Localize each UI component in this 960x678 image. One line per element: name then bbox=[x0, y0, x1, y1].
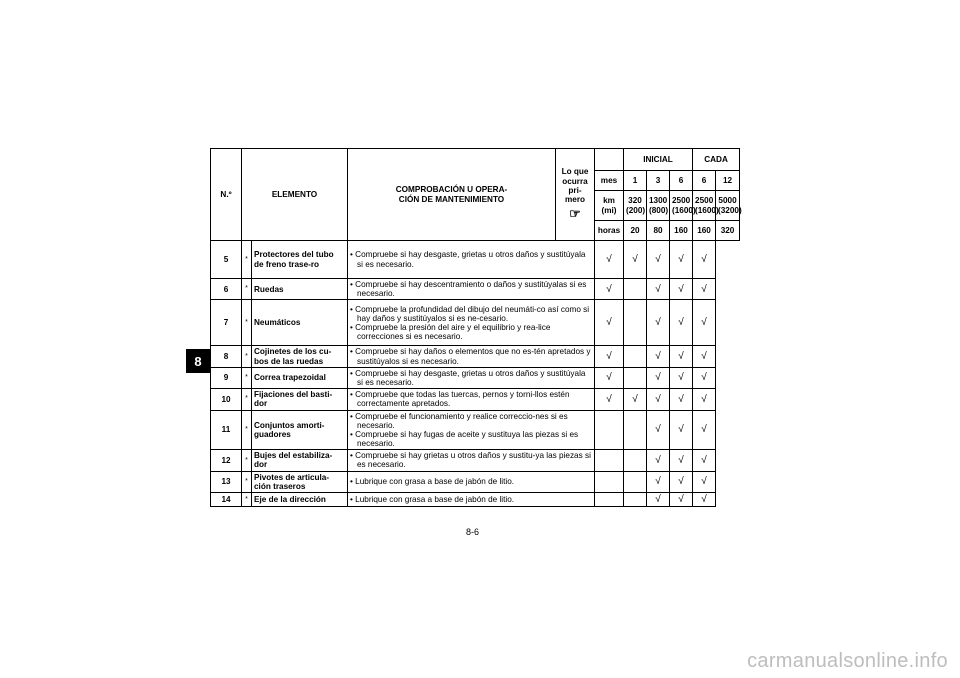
row-asterisk: * bbox=[242, 389, 252, 410]
check-mark: √ bbox=[693, 241, 716, 279]
header-check-line1: COMPROBACIÓN U OPERA- bbox=[395, 185, 508, 195]
description-item bbox=[350, 495, 592, 504]
check-mark: √ bbox=[670, 450, 693, 471]
table-row bbox=[211, 450, 740, 471]
empty-cell bbox=[595, 450, 624, 471]
check-mark: √ bbox=[624, 389, 647, 410]
bullet-icon: • bbox=[350, 451, 356, 461]
check-mark: √ bbox=[647, 493, 670, 507]
bullet-icon: • bbox=[350, 347, 356, 357]
header-month: 6 bbox=[693, 171, 716, 191]
check-mark: √ bbox=[693, 389, 716, 410]
mi-value: (3200) bbox=[718, 205, 742, 215]
description-item bbox=[350, 390, 592, 408]
check-mark: √ bbox=[670, 279, 693, 300]
empty-cell bbox=[624, 450, 647, 471]
check-mark: √ bbox=[647, 410, 670, 450]
description-item bbox=[350, 412, 592, 430]
row-number: 10 bbox=[211, 389, 242, 410]
row-element: Neumáticos bbox=[252, 300, 348, 346]
header-km bbox=[624, 191, 647, 221]
description-item bbox=[350, 323, 592, 341]
description-item bbox=[350, 430, 592, 448]
mi-value: (1600) bbox=[672, 205, 696, 215]
row-element: Bujes del estabiliza-dor bbox=[252, 450, 348, 471]
header-first-line2: ocurra pri- bbox=[562, 176, 588, 195]
km-value: 2500 bbox=[695, 196, 714, 206]
description-text: Compruebe si hay desgaste, grietas u otros daños y sustitúyala si es necesario. bbox=[355, 368, 586, 387]
header-hours-label: horas bbox=[595, 221, 624, 241]
empty-cell bbox=[624, 367, 647, 388]
bullet-icon: • bbox=[350, 250, 356, 260]
description-item bbox=[350, 477, 592, 486]
check-mark: √ bbox=[693, 346, 716, 367]
header-km bbox=[647, 191, 670, 221]
table-row bbox=[211, 346, 740, 367]
row-asterisk: * bbox=[242, 241, 252, 279]
header-hours: 160 bbox=[670, 221, 693, 241]
check-mark: √ bbox=[693, 450, 716, 471]
row-description bbox=[348, 493, 595, 507]
header-km bbox=[693, 191, 719, 221]
row-number: 13 bbox=[211, 471, 242, 492]
header-hours: 80 bbox=[647, 221, 670, 241]
description-text: Compruebe si hay desgaste, grietas u otros daños y sustitúyala si es necesario. bbox=[355, 250, 586, 269]
empty-cell bbox=[624, 493, 647, 507]
table-row bbox=[211, 471, 740, 492]
header-month: 6 bbox=[670, 171, 693, 191]
header-month: 12 bbox=[716, 171, 740, 191]
table-row bbox=[211, 493, 740, 507]
empty-cell bbox=[624, 410, 647, 450]
header-hours: 20 bbox=[624, 221, 647, 241]
description-item bbox=[350, 250, 592, 268]
row-number: 8 bbox=[211, 346, 242, 367]
watermark-text: carmanualsonline.info bbox=[747, 650, 948, 672]
check-mark: √ bbox=[670, 389, 693, 410]
description-item bbox=[350, 369, 592, 387]
check-mark: √ bbox=[595, 300, 624, 346]
empty-cell bbox=[624, 346, 647, 367]
header-km bbox=[716, 191, 740, 221]
description-text: Compruebe si hay fugas de aceite y sustituya las piezas si es necesario. bbox=[355, 429, 579, 449]
row-number: 9 bbox=[211, 367, 242, 388]
row-element: Cojinetes de los cu-bos de las ruedas bbox=[252, 346, 348, 367]
header-check bbox=[348, 149, 556, 241]
maintenance-rows bbox=[211, 241, 740, 507]
row-description bbox=[348, 450, 595, 471]
row-number: 6 bbox=[211, 279, 242, 300]
header-first bbox=[556, 149, 595, 241]
check-mark: √ bbox=[647, 471, 670, 492]
check-mark: √ bbox=[693, 471, 716, 492]
empty-cell bbox=[595, 471, 624, 492]
empty-cell bbox=[595, 493, 624, 507]
row-asterisk: * bbox=[242, 279, 252, 300]
empty-cell bbox=[624, 471, 647, 492]
description-text: Lubrique con grasa a base de jabón de litio. bbox=[355, 477, 515, 487]
description-text: Compruebe el funcionamiento y realice correccio-nes si es necesario. bbox=[355, 411, 568, 430]
description-text: Compruebe si hay grietas u otros daños y sustitu-ya las piezas si es necesario. bbox=[355, 451, 591, 470]
check-mark: √ bbox=[647, 279, 670, 300]
row-description bbox=[348, 471, 595, 492]
bullet-icon: • bbox=[350, 411, 356, 421]
row-description bbox=[348, 389, 595, 410]
chapter-tab: 8 bbox=[186, 349, 210, 373]
check-mark: √ bbox=[693, 493, 716, 507]
mi-value: (200) bbox=[626, 205, 646, 215]
km-value: 320 bbox=[628, 196, 642, 206]
bullet-icon: • bbox=[350, 304, 356, 314]
row-description bbox=[348, 241, 595, 279]
mi-label: (mi) bbox=[601, 205, 617, 215]
check-mark: √ bbox=[647, 300, 670, 346]
row-element: Ruedas bbox=[252, 279, 348, 300]
row-asterisk: * bbox=[242, 471, 252, 492]
header-first-line1: Lo que bbox=[561, 167, 589, 177]
check-mark: √ bbox=[647, 367, 670, 388]
table-row bbox=[211, 389, 740, 410]
empty-cell bbox=[624, 300, 647, 346]
header-km-label bbox=[595, 191, 624, 221]
maintenance-table bbox=[210, 148, 740, 507]
row-number: 5 bbox=[211, 241, 242, 279]
row-number: 12 bbox=[211, 450, 242, 471]
header-element: ELEMENTO bbox=[242, 149, 348, 241]
pointing-hand-icon: ☞ bbox=[569, 206, 581, 222]
header-no: N.º bbox=[211, 149, 242, 241]
check-mark: √ bbox=[670, 493, 693, 507]
row-asterisk: * bbox=[242, 346, 252, 367]
description-text: Lubrique con grasa a base de jabón de litio. bbox=[355, 495, 515, 504]
row-number: 11 bbox=[211, 410, 242, 450]
description-item bbox=[350, 305, 592, 323]
row-number: 7 bbox=[211, 300, 242, 346]
header-hours: 160 bbox=[693, 221, 716, 241]
bullet-icon: • bbox=[350, 322, 356, 332]
check-mark: √ bbox=[595, 346, 624, 367]
check-mark: √ bbox=[670, 300, 693, 346]
header-km bbox=[670, 191, 696, 221]
check-mark: √ bbox=[670, 367, 693, 388]
check-mark: √ bbox=[647, 450, 670, 471]
table-row bbox=[211, 367, 740, 388]
row-element: Pivotes de articula-ción traseros bbox=[252, 471, 348, 492]
mi-value: (800) bbox=[649, 205, 669, 215]
description-text: Compruebe la profundidad del dibujo del neumáti-co así como si hay daños y sustitúyalos si es ne-cesario. bbox=[355, 304, 590, 323]
check-mark: √ bbox=[670, 346, 693, 367]
header-every: CADA bbox=[693, 149, 740, 171]
table-row bbox=[211, 300, 740, 346]
check-mark: √ bbox=[595, 279, 624, 300]
row-description bbox=[348, 410, 595, 450]
check-mark: √ bbox=[624, 241, 647, 279]
page-number: 8-6 bbox=[466, 527, 480, 537]
table-row bbox=[211, 241, 740, 279]
row-element: Protectores del tubo de freno trase-ro bbox=[252, 241, 348, 279]
header-month-label: mes bbox=[595, 171, 624, 191]
description-text: Compruebe si hay daños o elementos que no es-tén apretados y sustitúyalos si es necesario. bbox=[355, 347, 591, 366]
bullet-icon: • bbox=[350, 390, 356, 400]
row-description bbox=[348, 346, 595, 367]
header-blank bbox=[595, 149, 624, 171]
row-element: Fijaciones del basti-dor bbox=[252, 389, 348, 410]
table-row bbox=[211, 279, 740, 300]
header-initial: INICIAL bbox=[624, 149, 693, 171]
bullet-icon: • bbox=[350, 495, 356, 504]
check-mark: √ bbox=[670, 241, 693, 279]
check-mark: √ bbox=[670, 471, 693, 492]
km-value: 1300 bbox=[649, 196, 668, 206]
row-asterisk: * bbox=[242, 493, 252, 507]
check-mark: √ bbox=[693, 300, 716, 346]
description-item bbox=[350, 451, 592, 469]
description-text: Compruebe si hay descentramiento o daños y sustitúyalas si es necesario. bbox=[355, 280, 587, 299]
bullet-icon: • bbox=[350, 429, 356, 439]
row-description bbox=[348, 279, 595, 300]
mi-value: (1600) bbox=[695, 205, 719, 215]
check-mark: √ bbox=[595, 367, 624, 388]
km-value: 5000 bbox=[718, 196, 737, 206]
check-mark: √ bbox=[647, 389, 670, 410]
description-item bbox=[350, 280, 592, 298]
check-mark: √ bbox=[595, 241, 624, 279]
empty-cell bbox=[624, 279, 647, 300]
row-description bbox=[348, 300, 595, 346]
header-hours: 320 bbox=[716, 221, 740, 241]
row-asterisk: * bbox=[242, 367, 252, 388]
check-mark: √ bbox=[670, 410, 693, 450]
header-month: 3 bbox=[647, 171, 670, 191]
row-element: Correa trapezoidal bbox=[252, 367, 348, 388]
check-mark: √ bbox=[693, 279, 716, 300]
table-row bbox=[211, 410, 740, 450]
bullet-icon: • bbox=[350, 477, 356, 487]
header-first-line3: mero bbox=[564, 194, 586, 204]
row-number: 14 bbox=[211, 493, 242, 507]
header-month: 1 bbox=[624, 171, 647, 191]
description-text: Compruebe la presión del aire y el equilibrio y rea-lice correcciones si es necesario. bbox=[355, 322, 551, 342]
check-mark: √ bbox=[693, 410, 716, 450]
row-asterisk: * bbox=[242, 410, 252, 450]
row-asterisk: * bbox=[242, 300, 252, 346]
header-check-line2: CIÓN DE MANTENIMIENTO bbox=[398, 194, 505, 204]
row-asterisk: * bbox=[242, 450, 252, 471]
check-mark: √ bbox=[595, 389, 624, 410]
empty-cell bbox=[595, 410, 624, 450]
description-text: Compruebe que todas las tuercas, pernos y torni-llos estén correctamente apretados. bbox=[355, 390, 570, 409]
check-mark: √ bbox=[693, 367, 716, 388]
row-element: Conjuntos amorti-guadores bbox=[252, 410, 348, 450]
km-value: 2500 bbox=[672, 196, 691, 206]
row-element: Eje de la dirección bbox=[252, 493, 348, 507]
bullet-icon: • bbox=[350, 280, 356, 289]
check-mark: √ bbox=[647, 346, 670, 367]
km-label: km bbox=[603, 196, 615, 206]
description-item bbox=[350, 347, 592, 365]
bullet-icon: • bbox=[350, 368, 356, 378]
row-description bbox=[348, 367, 595, 388]
check-mark: √ bbox=[647, 241, 670, 279]
